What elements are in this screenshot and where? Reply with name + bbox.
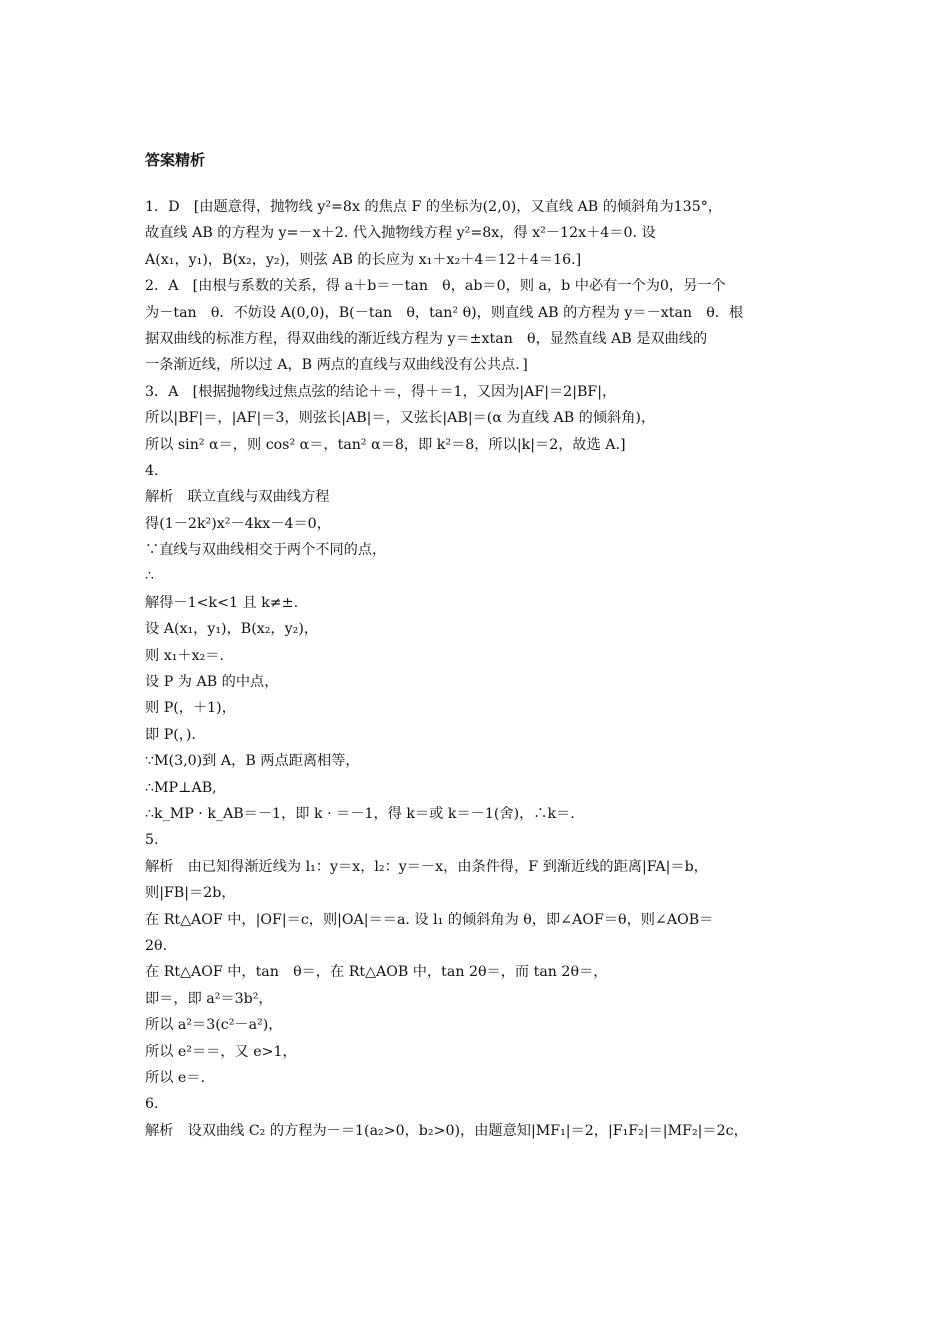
answer-line: 故直线 AB 的方程为 y=－x＋2. 代入抛物线方程 y²=8x，得 x²－12x＋4＝0. 设 <box>145 225 656 242</box>
answer-line: ∴MP⊥AB, <box>145 779 217 796</box>
answer-line: 2．A [由根与系数的关系，得 a＋b＝－tan θ，ab＝0，则 a，b 中必有一个为0，另一个 <box>145 278 726 295</box>
answer-line: ∵直线与双曲线相交于两个不同的点， <box>145 542 387 559</box>
answer-line: 解析 联立直线与双曲线方程 <box>145 489 330 506</box>
answer-line: 则 x₁＋x₂＝. <box>145 647 224 664</box>
answer-line: 所以|BF|＝，|AF|＝3，则弦长|AB|＝，又弦长|AB|＝(α 为直线 AB 的倾斜角)， <box>145 410 656 427</box>
answer-line: 5. <box>145 832 159 849</box>
answer-line: 即 P(，). <box>145 726 196 743</box>
answer-line: 解析 由已知得渐近线为 l₁：y＝x，l₂：y＝－x，由条件得，F 到渐近线的距离|FA|＝b， <box>145 858 708 875</box>
answer-line: 设 A(x₁，y₁)，B(x₂，y₂)， <box>145 621 319 638</box>
answer-line: ∵M(3,0)到 A，B 两点距离相等， <box>145 753 360 770</box>
answer-line: 解得－1<k<1 且 k≠±. <box>145 594 299 611</box>
answer-line: 则|FB|＝2b， <box>145 885 236 902</box>
answer-line: 所以 e²＝＝，又 e>1， <box>145 1043 297 1060</box>
answer-line: A(x₁，y₁)，B(x₂，y₂)，则弦 AB 的长应为 x₁＋x₂＋4＝12＋4＝16.] <box>145 251 582 268</box>
answer-line: 即＝，即 a²＝3b²， <box>145 990 273 1007</box>
answer-line: 2θ. <box>145 937 168 954</box>
answer-line: 所以 a²＝3(c²－a²)， <box>145 1017 283 1034</box>
answer-line: 设 P 为 AB 的中点， <box>145 674 279 691</box>
answer-line: ∴k_MP · k_AB＝－1，即 k · ＝－1，得 k＝或 k＝－1(舍)，∴k＝. <box>145 805 575 822</box>
answer-line: 6. <box>145 1096 159 1113</box>
page-title: 答案精析 <box>145 151 206 169</box>
answer-line: 所以 e＝. <box>145 1069 205 1086</box>
answer-line: 所以 sin² α＝，则 cos² α＝，tan² α＝8，即 k²＝8，所以|k|＝2，故选 A.] <box>145 436 626 453</box>
answer-line: 3．A [根据抛物线过焦点弦的结论＋＝，得＋＝1，又因为|AF|＝2|BF|， <box>145 383 617 400</box>
answer-line: 在 Rt△AOF 中，|OF|＝c，则|OA|＝＝a. 设 l₁ 的倾斜角为 θ，即∠AOF＝θ，则∠AOB＝ <box>145 911 714 928</box>
answer-line: 在 Rt△AOF 中，tan θ＝，在 Rt△AOB 中，tan 2θ＝，而 tan 2θ＝， <box>145 964 608 981</box>
answer-line: ∴ <box>145 568 155 585</box>
answer-line: 据双曲线的标准方程，得双曲线的渐近线方程为 y＝±xtan θ，显然直线 AB 是双曲线的 <box>145 330 708 347</box>
answer-line: 1．D [由题意得，抛物线 y²=8x 的焦点 F 的坐标为(2,0)，又直线 AB 的倾斜角为135°， <box>145 199 722 215</box>
answer-line: 得(1－2k²)x²－4kx－4＝0， <box>145 515 331 532</box>
answer-line: 则 P(，＋1)， <box>145 700 236 717</box>
answer-line: 一条渐近线，所以过 A，B 两点的直线与双曲线没有公共点．] <box>145 357 528 374</box>
answer-line: 为－tan θ．不妨设 A(0,0)，B(－tan θ，tan² θ)，则直线 AB 的方程为 y＝－xtan θ．根 <box>145 304 744 321</box>
answer-page <box>145 148 810 1144</box>
answer-line: 解析 设双曲线 C₂ 的方程为－＝1(a₂>0，b₂>0)，由题意知|MF₁|＝2，|F₁F₂|＝|MF₂|＝2c， <box>145 1122 748 1139</box>
answer-body <box>145 194 810 1144</box>
answer-line: 4. <box>145 462 159 479</box>
